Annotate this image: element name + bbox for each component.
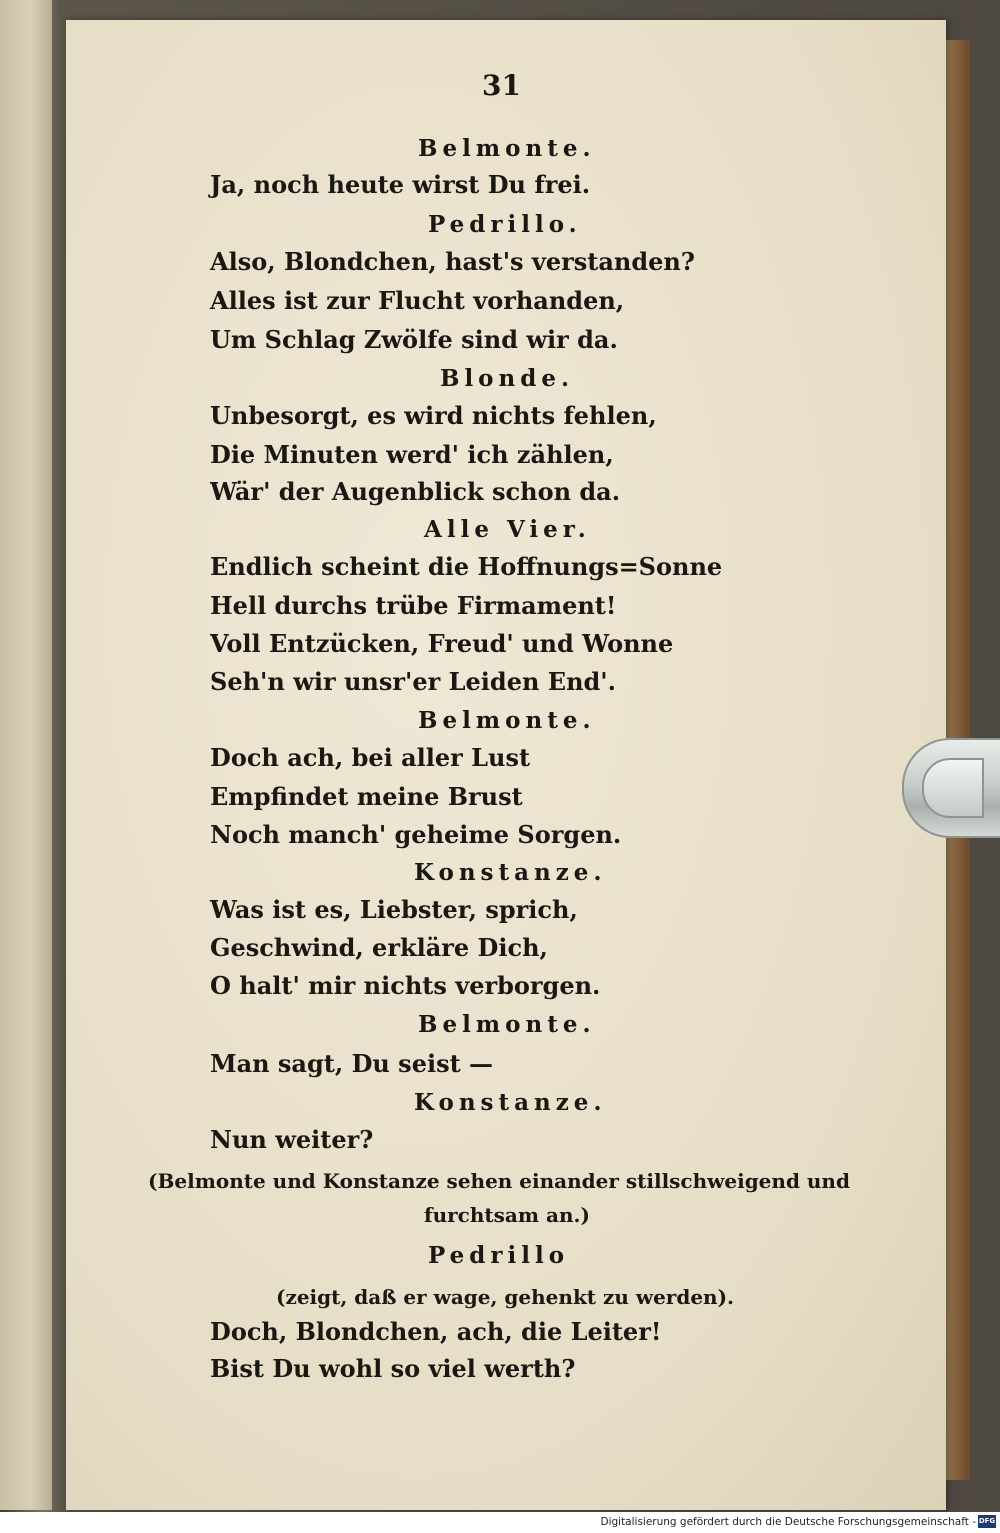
verse-line: Die Minuten werd' ich zählen, xyxy=(210,440,614,469)
left-page-edge xyxy=(0,0,52,1510)
stage-direction: (zeigt, daß er wage, gehenkt zu werden). xyxy=(276,1285,735,1309)
verse-line: Empfindet meine Brust xyxy=(210,782,523,811)
footer-credit: Digitalisierung gefördert durch die Deutsche Forschungsgemeinschaft - xyxy=(600,1516,976,1528)
verse-line: Doch, Blondchen, ach, die Leiter! xyxy=(210,1317,662,1346)
verse-line: Bist Du wohl so viel werth? xyxy=(210,1354,576,1383)
speaker-name: Pedrillo xyxy=(428,1242,570,1269)
speaker-name: Blonde. xyxy=(440,365,574,392)
stage-direction: furchtsam an.) xyxy=(424,1203,590,1227)
page-clip xyxy=(902,738,1000,838)
verse-line: Noch manch' geheime Sorgen. xyxy=(210,820,622,849)
speaker-name: Pedrillo. xyxy=(428,211,582,238)
speaker-name: Alle Vier. xyxy=(424,516,591,543)
verse-line: Endlich scheint die Hoffnungs=Sonne xyxy=(210,552,723,581)
verse-line: Man sagt, Du seist — xyxy=(210,1049,494,1078)
verse-line: Alles ist zur Flucht vorhanden, xyxy=(210,286,625,315)
verse-line: Geschwind, erkläre Dich, xyxy=(210,933,548,962)
page-number: 31 xyxy=(482,69,521,102)
stage-direction: (Belmonte und Konstanze sehen einander stillschweigend und xyxy=(148,1169,850,1193)
verse-line: Ja, noch heute wirst Du frei. xyxy=(210,170,591,199)
speaker-name: Belmonte. xyxy=(418,1011,596,1038)
speaker-name: Belmonte. xyxy=(418,707,596,734)
verse-line: Voll Entzücken, Freud' und Wonne xyxy=(210,629,674,658)
verse-line: Seh'n wir unsr'er Leiden End'. xyxy=(210,667,616,696)
verse-line: O halt' mir nichts verborgen. xyxy=(210,971,601,1000)
dfg-logo: DFG xyxy=(978,1515,996,1528)
page-clip-inner xyxy=(922,758,984,818)
verse-line: Wär' der Augenblick schon da. xyxy=(210,477,621,506)
verse-line: Nun weiter? xyxy=(210,1125,374,1154)
speaker-name: Belmonte. xyxy=(418,135,596,162)
speaker-name: Konstanze. xyxy=(414,859,607,886)
verse-line: Unbesorgt, es wird nichts fehlen, xyxy=(210,401,657,430)
verse-line: Also, Blondchen, hast's verstanden? xyxy=(210,247,695,276)
verse-line: Um Schlag Zwölfe sind wir da. xyxy=(210,325,618,354)
speaker-name: Konstanze. xyxy=(414,1089,607,1116)
verse-line: Hell durchs trübe Firmament! xyxy=(210,591,617,620)
verse-line: Doch ach, bei aller Lust xyxy=(210,743,531,772)
verse-line: Was ist es, Liebster, sprich, xyxy=(210,895,578,924)
